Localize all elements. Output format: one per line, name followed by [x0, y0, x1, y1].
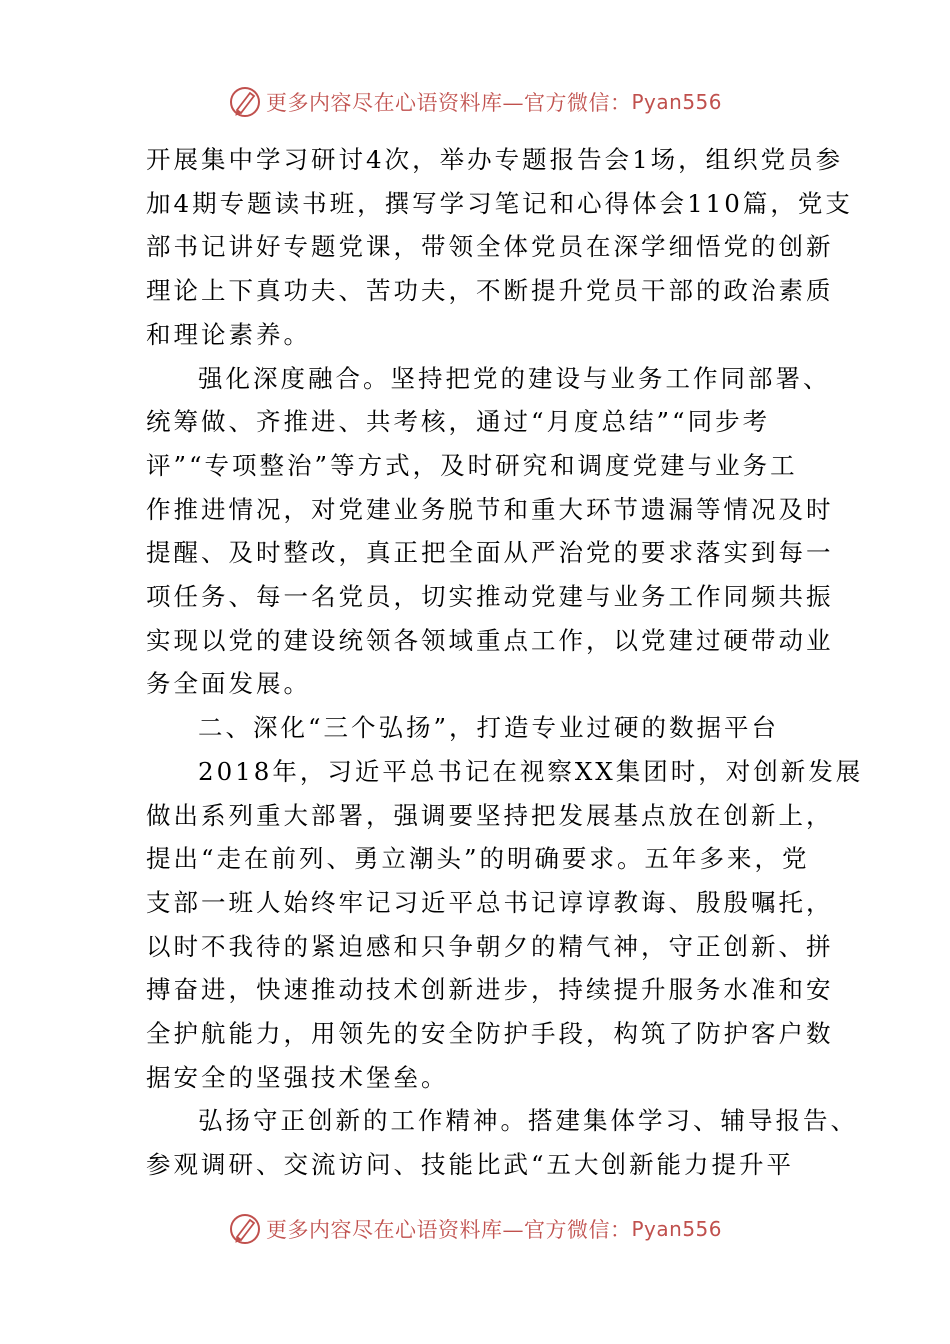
text-line: 开展集中学习研讨4次，举办专题报告会1场，组织党员参 [146, 145, 844, 174]
watermark-brand: Pyan556 [631, 1217, 722, 1241]
pen-seal-icon [228, 85, 262, 119]
text-line: 支部一班人始终牢记习近平总书记谆谆教诲、殷殷嘱托， [146, 887, 834, 917]
text-line: 部书记讲好专题党课，带领全体党员在深学细悟党的创新 [146, 232, 834, 262]
header-watermark [0, 82, 950, 122]
text-line: 务全面发展。 [146, 669, 311, 699]
text-line: 统筹做、齐推进、共考核，通过“月度总结”“同步考 [146, 407, 771, 437]
text-line: 加4期专题读书班，撰写学习笔记和心得体会110篇，党支 [146, 188, 853, 218]
text-line: 项任务、每一名党员，切实推动党建与业务工作同频共振 [146, 582, 834, 612]
text-line: 作推进情况，对党建业务脱节和重大环节遗漏等情况及时 [146, 494, 834, 524]
document-body [146, 138, 864, 1187]
footer-watermark [0, 1209, 950, 1249]
text-line: 评”“专项整治”等方式，及时研究和调度党建与业务工 [146, 450, 798, 480]
watermark-text: 更多内容尽在心语资料库—官方微信： [265, 1218, 632, 1242]
watermark-text: 更多内容尽在心语资料库—官方微信： [265, 91, 632, 115]
text-line: 实现以党的建设统领各领域重点工作，以党建过硬带动业 [146, 625, 834, 655]
paragraph [146, 1099, 858, 1186]
section-heading [146, 706, 806, 750]
text-line: 以时不我待的紧迫感和只争朝夕的精气神，守正创新、拼 [146, 931, 834, 961]
text-line: 二、深化“三个弘扬”，打造专业过硬的数据平台 [198, 713, 780, 743]
paragraph [146, 750, 864, 1100]
text-line: 弘扬守正创新的工作精神。搭建集体学习、辅导报告、 [198, 1106, 858, 1136]
text-line: 据安全的坚强技术堡垒。 [146, 1062, 449, 1092]
text-line: 做出系列重大部署，强调要坚持把发展基点放在创新上， [146, 800, 834, 830]
text-line: 和理论素养。 [146, 319, 311, 349]
paragraph [146, 357, 834, 707]
text-line: 提醒、及时整改，真正把全面从严治党的要求落实到每一 [146, 538, 834, 568]
text-line: 搏奋进，快速推动技术创新进步，持续提升服务水准和安 [146, 975, 834, 1005]
text-line: 强化深度融合。坚持把党的建设与业务工作同部署、 [198, 363, 831, 393]
text-line: 提出“走在前列、勇立潮头”的明确要求。五年多来，党 [146, 844, 810, 874]
text-line: 参观调研、交流访问、技能比武“五大创新能力提升平 [146, 1150, 795, 1180]
text-line: 2018年，习近平总书记在视察XX集团时，对创新发展 [198, 756, 864, 786]
watermark-brand: Pyan556 [631, 90, 722, 114]
text-line: 理论上下真功夫、苦功夫，不断提升党员干部的政治素质 [146, 276, 834, 306]
paragraph [146, 138, 853, 357]
text-line: 全护航能力，用领先的安全防护手段，构筑了防护客户数 [146, 1019, 834, 1049]
pen-seal-icon [228, 1212, 262, 1246]
